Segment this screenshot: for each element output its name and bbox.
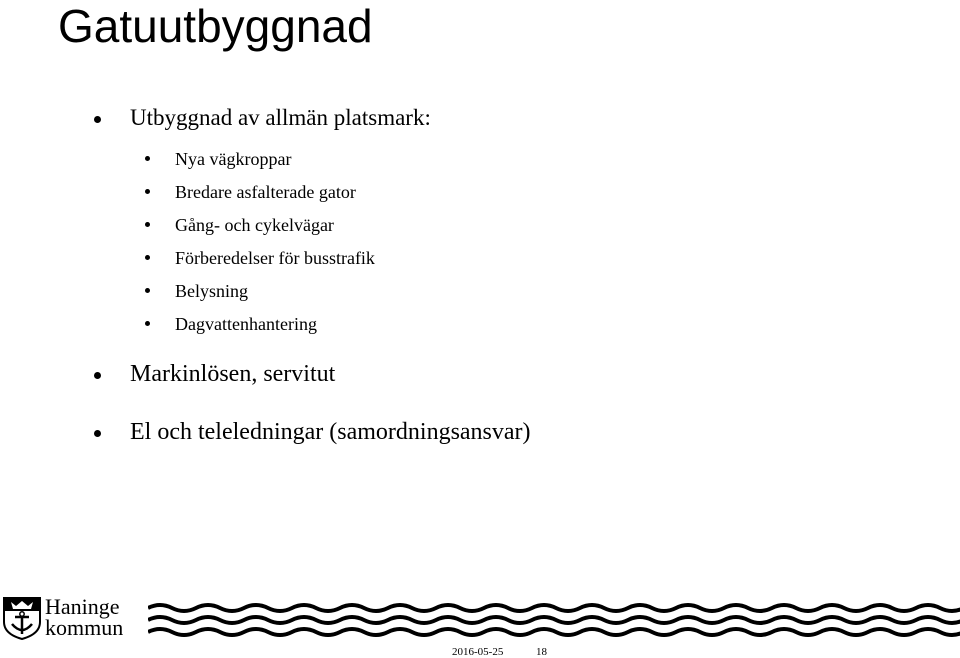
- bullet-markinlosen: [130, 360, 335, 388]
- bullet-dot-icon: [145, 189, 150, 194]
- bullet-text: Förberedelser för busstrafik: [175, 248, 375, 268]
- bullet-dot-icon: [145, 222, 150, 227]
- sub-bullet-busstrafik: [175, 247, 375, 269]
- sub-bullet-belysning: [175, 280, 248, 302]
- haninge-coat-of-arms-icon: [2, 596, 42, 640]
- bullet-utbyggnad: [130, 104, 431, 132]
- bullet-text: Belysning: [175, 281, 249, 301]
- sub-bullet-vagkroppar: [175, 148, 291, 170]
- bullet-text: Nya vägkroppar: [175, 149, 292, 169]
- bullet-el-tele: [130, 418, 531, 446]
- bullet-text: Markinlösen, servitut: [130, 361, 336, 387]
- haninge-kommun-logo: [2, 596, 152, 642]
- logo-line-2: kommun: [45, 615, 124, 640]
- wave-decoration: [148, 600, 960, 640]
- bullet-dot-icon: [94, 372, 101, 379]
- slide-title: Gatuutbyggnad: [58, 0, 373, 52]
- sub-bullet-gator: [175, 181, 356, 203]
- bullet-dot-icon: [145, 288, 150, 293]
- bullet-text: El och teleledningar (samordningsansvar): [130, 419, 531, 445]
- sub-bullet-gang-cykel: [175, 214, 334, 236]
- bullet-dot-icon: [145, 321, 150, 326]
- bullet-dot-icon: [145, 255, 150, 260]
- logo-wordmark: [45, 596, 123, 638]
- bullet-dot-icon: [145, 156, 150, 161]
- sub-bullet-dagvatten: [175, 313, 317, 335]
- bullet-text: Bredare asfalterade gator: [175, 182, 356, 202]
- bullet-dot-icon: [94, 430, 101, 437]
- page-number: 18: [536, 646, 547, 658]
- logo-line-1: Haninge: [45, 594, 120, 619]
- bullet-text: Gång- och cykelvägar: [175, 215, 334, 235]
- bullet-text: Dagvattenhantering: [175, 314, 317, 334]
- footer-date: 2016-05-25: [452, 646, 504, 658]
- bullet-text: Utbyggnad av allmän platsmark:: [130, 105, 431, 130]
- bullet-dot-icon: [94, 116, 101, 123]
